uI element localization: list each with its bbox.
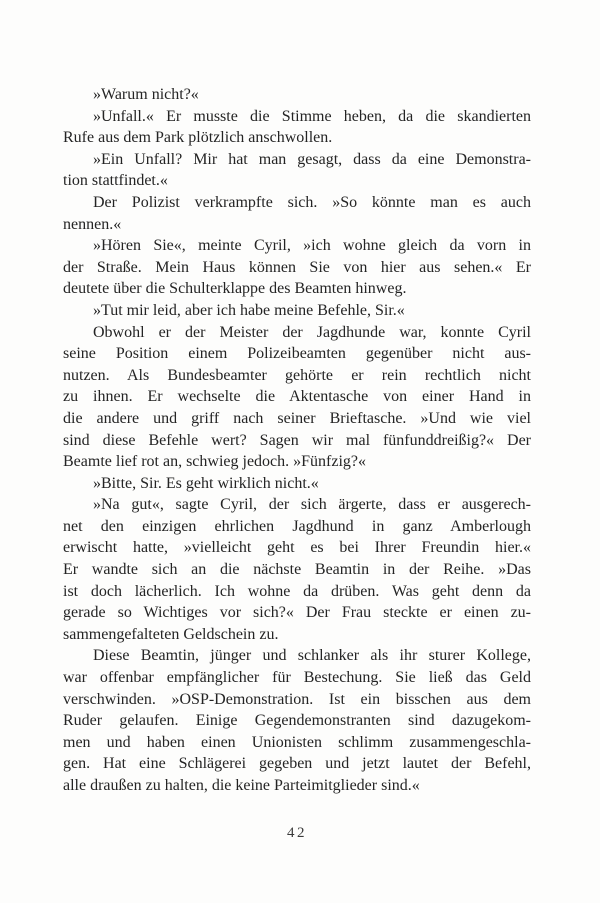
text-line: Diese Beamtin, jünger und schlanker als ihr sturer Kollege, (93, 647, 531, 665)
text-line: »Ein Unfall? Mir hat man gesagt, dass da eine Demonstra- (93, 150, 531, 168)
text-line: »Na gut«, sagte Cyril, der sich ärgerte, dass er ausgerech- (93, 496, 531, 514)
paragraph (63, 84, 531, 106)
paragraph (63, 106, 531, 149)
text-line: alle draußen zu halten, die keine Parteimitglieder sind.« (63, 777, 420, 794)
text-line: sind diese Befehle wert? Sagen wir mal fünfunddreißig?« Der (63, 431, 531, 449)
text-line: Ruder gelaufen. Einige Gegendemonstranten sind dazugekom- (63, 712, 531, 730)
text-line: Rufe aus dem Park plötzlich anschwollen. (63, 129, 333, 147)
text-line: »Tut mir leid, aber ich habe meine Befehle, Sir.« (93, 301, 405, 319)
paragraph (63, 473, 531, 495)
paragraph (63, 494, 531, 645)
text-line: ist doch lächerlich. Ich wohne da drüben. Was geht denn da (63, 582, 531, 600)
text-line: gerade so Wichtiges vor sich?« Der Frau steckte er einen zu- (63, 604, 531, 622)
text-line: sammengefalteten Geldschein zu. (63, 625, 279, 643)
text-line: Obwohl er der Meister der Jagdhunde war, konnte Cyril (93, 323, 531, 341)
text-line: nutzen. Als Bundesbeamter gehörte er rein rechtlich nicht (63, 366, 531, 384)
page-number: 42 (287, 825, 307, 841)
text-line: Er wandte sich an die nächste Beamtin in der Reihe. »Das (63, 561, 531, 579)
text-line: Der Polizist verkrampfte sich. »So könnte man es auch (93, 193, 531, 211)
text-line: »Warum nicht?« (93, 86, 199, 103)
text-line: verschwinden. »OSP-Demonstration. Ist ein bisschen aus dem (63, 690, 531, 708)
text-line: »Bitte, Sir. Es geht wirklich nicht.« (93, 474, 319, 492)
text-line: men und haben einen Unionisten schlimm zusammengeschla- (63, 733, 531, 751)
paragraph (63, 235, 531, 300)
text-line: die andere und griff nach seiner Brieftasche. »Und wie viel (63, 409, 531, 427)
text-line: erwischt hatte, »vielleicht geht es bei Ihrer Freundin hier.« (63, 539, 531, 557)
paragraph (63, 300, 531, 322)
text-line: der Straße. Mein Haus können Sie von hier aus sehen.« Er (63, 258, 531, 276)
text-line: net den einzigen ehrlichen Jagdhund in ganz Amberlough (63, 517, 531, 535)
text-line: zu ihnen. Er wechselte die Aktentasche von einer Hand in (63, 388, 531, 406)
paragraph (63, 645, 531, 796)
text-line: gen. Hat eine Schlägerei gegeben und jetzt lautet der Befehl, (63, 755, 531, 773)
text-line: nennen.« (63, 215, 122, 233)
text-line: deutete über die Schulterklappe des Beamten hinweg. (63, 280, 407, 298)
text-line: Beamte lief rot an, schwieg jedoch. »Fünfzig?« (63, 453, 367, 471)
paragraph (63, 192, 531, 235)
paragraph (63, 149, 531, 192)
text-line: »Hören Sie«, meinte Cyril, »ich wohne gleich da vorn in (93, 237, 531, 255)
text-line: tion stattfindet.« (63, 172, 168, 190)
text-line: seine Position einem Polizeibeamten gegenüber nicht aus- (63, 345, 531, 363)
text-line: war offenbar empfänglicher für Bestechung. Sie ließ das Geld (63, 669, 531, 687)
page-text (63, 84, 531, 797)
paragraph (63, 322, 531, 473)
text-line: »Unfall.« Er musste die Stimme heben, da die skandierten (93, 107, 531, 125)
